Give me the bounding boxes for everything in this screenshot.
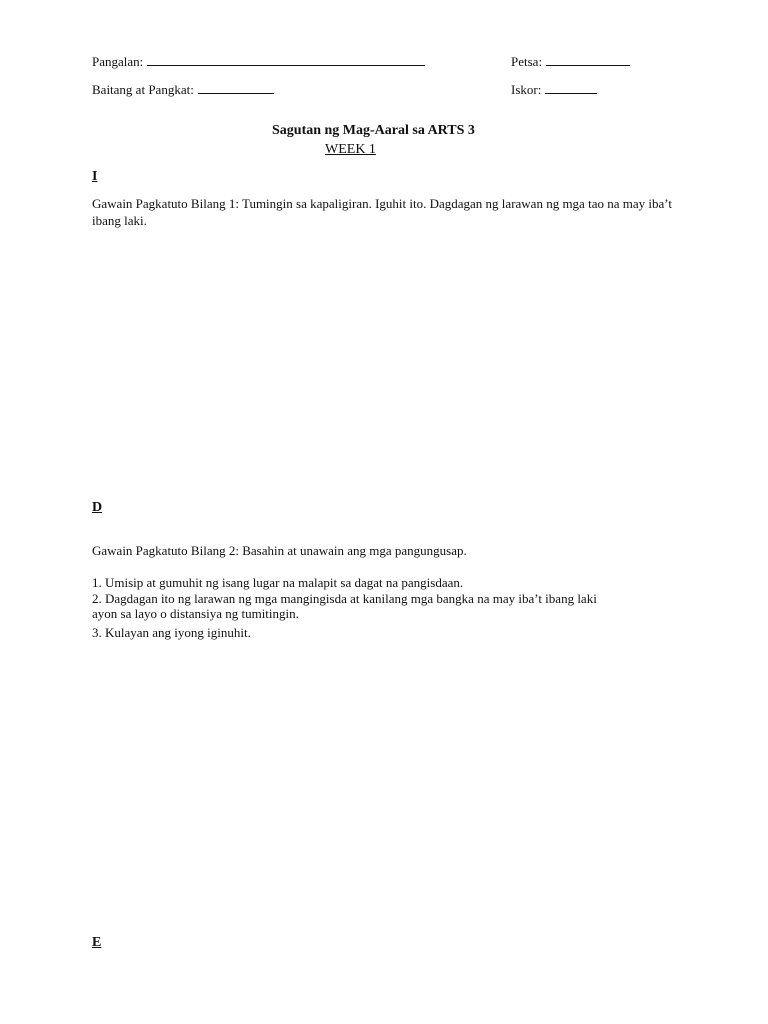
section-letter-i: I [92,169,98,184]
date-field [511,54,630,70]
grade-section-field [92,82,274,98]
date-blank-line[interactable] [546,54,630,66]
activity-1-instructions: Gawain Pagkatuto Bilang 1: Tumingin sa kapaligiran. Iguhit ito. Dagdagan ng larawan ng mga tao na may iba’t ibang laki. [92,196,672,228]
section-letter-e: E [92,935,102,950]
name-blank-line[interactable] [147,54,425,66]
name-label: Pangalan: [92,54,144,69]
score-field [511,82,597,98]
activity-2-step-1: 1. Umisip at gumuhit ng isang lugar na malapit sa dagat na pangisdaan. [92,575,464,590]
grade-section-label: Baitang at Pangkat: [92,82,194,97]
activity-2-step-2: 2. Dagdagan ito ng larawan ng mga mangingisda at kanilang mga bangka na may iba’t ibang laki [92,591,597,606]
activity-2-step-3: 3. Kulayan ang iyong iginuhit. [92,625,251,640]
date-label: Petsa: [511,54,543,69]
worksheet-title: Sagutan ng Mag-Aaral sa ARTS 3 [272,123,475,138]
week-label: WEEK 1 [325,142,376,157]
activity-2-step-2-continued: ayon sa layo o distansiya ng tumitingin. [92,606,299,621]
score-blank-line[interactable] [545,82,597,94]
grade-section-blank-line[interactable] [198,82,274,94]
activity-2-instructions: Gawain Pagkatuto Bilang 2: Basahin at unawain ang mga pangungusap. [92,543,467,558]
section-letter-d: D [92,500,103,515]
score-label: Iskor: [511,82,542,97]
name-field [92,54,425,70]
